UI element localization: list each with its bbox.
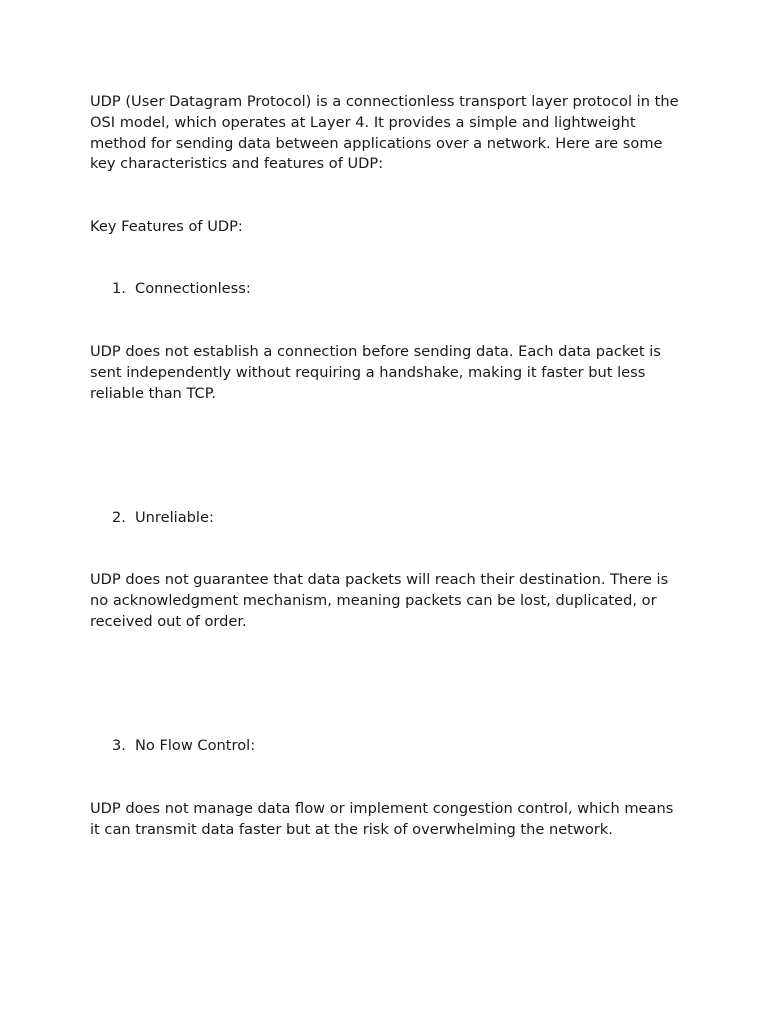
feature-description: UDP does not establish a connection before sending data. Each data packet is sent independently without requiring a handshake, making it faster but less reliable than TCP. (90, 343, 661, 402)
feature-title: Unreliable: (135, 509, 214, 526)
section-heading: Key Features of UDP: (90, 218, 243, 235)
feature-item-connectionless (112, 279, 672, 300)
feature-description: UDP does not guarantee that data packets will reach their destination. There is no acknowledgment mechanism, meaning packets can be lost, duplicated, or received out of order. (90, 571, 669, 630)
list-number: 1. (112, 280, 126, 297)
list-number: 2. (112, 509, 126, 526)
feature-title: Connectionless: (135, 280, 251, 297)
feature-title: No Flow Control: (135, 737, 256, 754)
feature-item-no-flow-control (112, 736, 672, 757)
list-number: 3. (112, 737, 126, 754)
feature-item-unreliable (112, 508, 672, 529)
intro-paragraph: UDP (User Datagram Protocol) is a connectionless transport layer protocol in the OSI model, which operates at Layer 4. It provides a simple and lightweight method for sending data between applications over a network. Here are some key characteristics and features of UDP: (90, 93, 679, 173)
feature-description: UDP does not manage data flow or implement congestion control, which means it can transmit data faster but at the risk of overwhelming the network. (90, 800, 674, 838)
